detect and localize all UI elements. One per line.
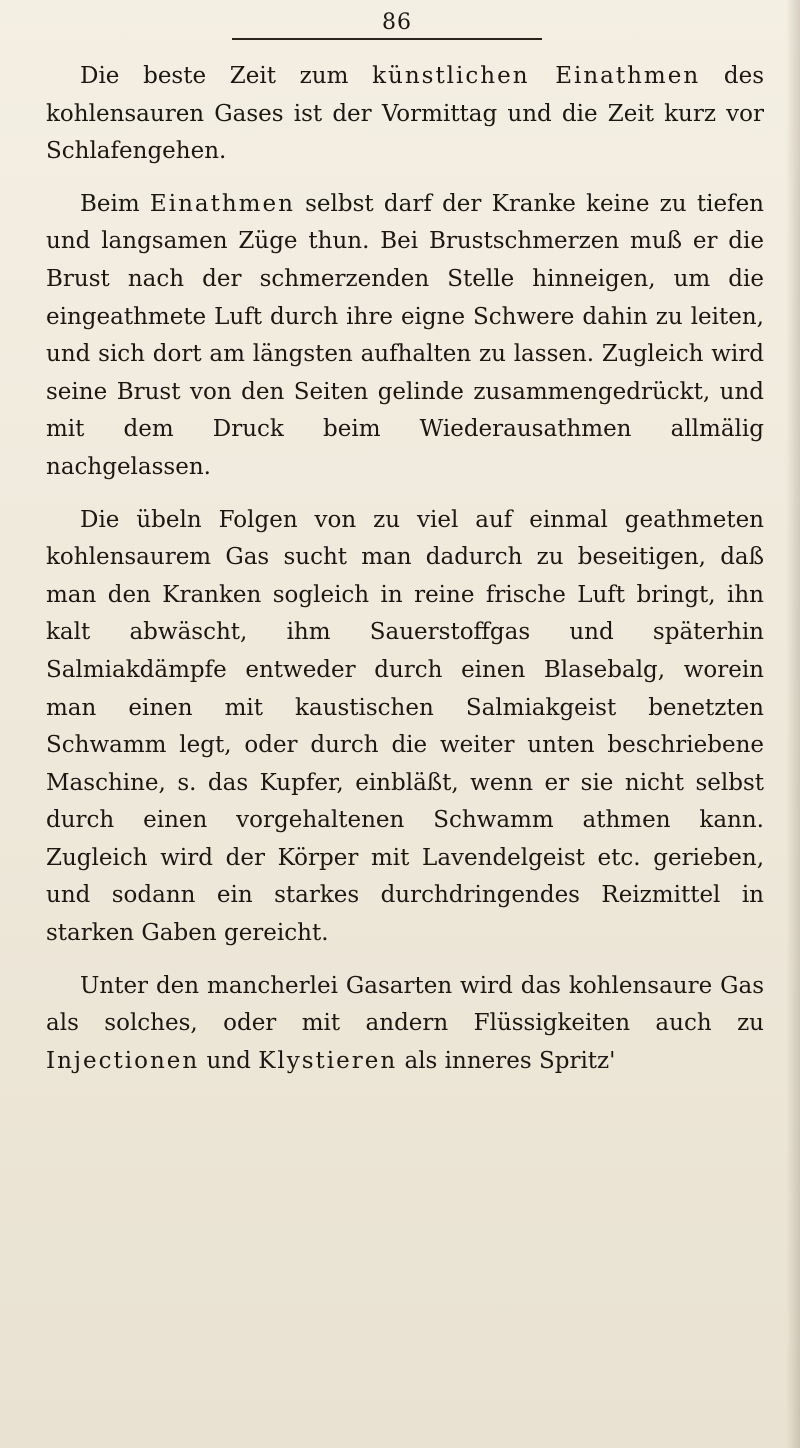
paragraph-4-text: Unter den mancherlei Gasarten wird das kohlensaure Gas als solches, oder mit andern Flüssigkeiten auch zu bbox=[46, 972, 764, 1037]
paragraph-1-text: Die beste Zeit zum bbox=[80, 63, 373, 89]
paragraph-4 bbox=[46, 968, 764, 1081]
paragraph-4-emphasis-1: Injectionen bbox=[46, 1047, 200, 1074]
body-text bbox=[46, 58, 764, 1080]
paragraph-4-text-end: als inneres Spritz' bbox=[397, 1047, 616, 1074]
page-edge-shadow bbox=[786, 0, 800, 1448]
paragraph-1 bbox=[46, 58, 764, 171]
paragraph-4-emphasis-2: Klystieren bbox=[258, 1047, 398, 1074]
paragraph-2 bbox=[46, 186, 764, 487]
paragraph-3-text: Die übeln Folgen von zu viel auf einmal geathmeten kohlensaurem Gas sucht man dadurch zu beseitigen, daß man den Kranken sogleich in reine frische Luft bringt, ihn kalt abwäscht, ihm Sauerstoffgas und späterhin Salmiakdämpfe entweder durch einen Blasebalg, worein man einen mit kaustischen Salmiakgeist benetzten Schwamm legt, oder durch die weiter unten beschriebene Maschine, s. das Kupfer, einbläßt, wenn er sie nicht selbst durch einen vorgehaltenen Schwamm athmen kann. Zugleich wird der Körper mit Lavendelgeist etc. gerieben, und sodann ein starkes durchdringendes Reizmittel in starken Gaben gereicht. bbox=[46, 506, 764, 947]
header-rule bbox=[232, 38, 542, 40]
paragraph-1-emphasis: künstlichen Einathmen bbox=[372, 63, 701, 89]
paragraph-4-text-middle: und bbox=[199, 1047, 259, 1074]
page-number: 86 bbox=[382, 10, 412, 35]
paragraph-2-text: Beim bbox=[80, 190, 150, 217]
paragraph-3 bbox=[46, 502, 764, 953]
paragraph-2-emphasis: Einathmen bbox=[149, 190, 295, 217]
paragraph-2-text-end: selbst darf der Kranke keine zu tiefen und langsamen Züge thun. Bei Brustschmerzen muß er die Brust nach der schmerzenden Stelle hinneigen, um die eingeathmete Luft durch ihre eigne Schwere dahin zu leiten, und sich dort am längsten aufhalten zu lassen. Zugleich wird seine Brust von den Seiten gelinde zusammengedrückt, und mit dem Druck beim Wiederausathmen allmälig nachgelassen. bbox=[46, 190, 764, 480]
paragraph-1-text-end: des kohlensauren Gases ist der Vormittag und die Zeit kurz vor Schlafengehen. bbox=[46, 63, 764, 165]
